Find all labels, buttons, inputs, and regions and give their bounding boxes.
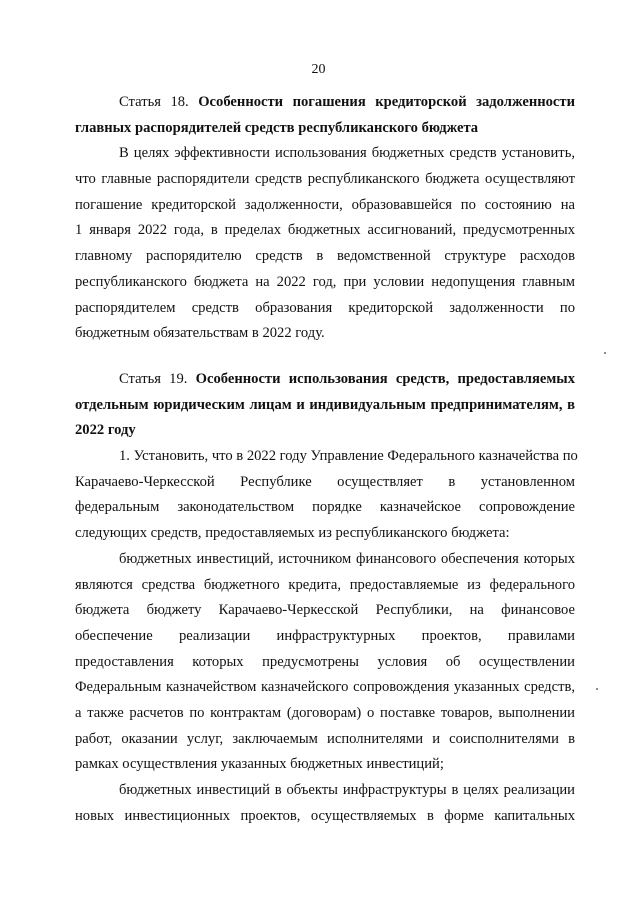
paragraph-line: являются средства бюджетного кредита, предоставляемые из федерального bbox=[75, 576, 575, 593]
paragraph-line: В целях эффективности использования бюджетных средств установить, bbox=[119, 145, 575, 162]
article-18-heading-line2 bbox=[75, 116, 575, 142]
paragraph-line: федеральным законодательством порядке казначейское сопровождение bbox=[75, 499, 575, 516]
paragraph-line: рамках осуществления указанных бюджетных инвестиций; bbox=[75, 756, 444, 773]
article-19-heading-line3 bbox=[75, 418, 575, 444]
article-19-title-part3: 2022 году bbox=[75, 422, 136, 439]
scan-speck bbox=[596, 688, 598, 690]
paragraph-line: Федеральным казначейством казначейского сопровождения указанных средств, bbox=[75, 679, 575, 696]
paragraph-line: бюджетным обязательствам в 2022 году. bbox=[75, 325, 325, 342]
article-19 bbox=[75, 367, 578, 829]
article-19-heading-line2 bbox=[75, 393, 575, 419]
paragraph-line: главному распорядителю средств в ведомственной структуре расходов bbox=[75, 248, 575, 265]
article-19-label: Статья 19. bbox=[119, 371, 188, 387]
paragraph-line: бюджетных инвестиций, источником финансового обеспечения которых bbox=[119, 550, 575, 567]
paragraph-line: республиканского бюджета на 2022 год, при условии недопущения главным bbox=[75, 273, 575, 290]
article-19-title-part2: отдельным юридическим лицам и индивидуальным предпринимателям, в bbox=[75, 396, 575, 413]
paragraph-line: Карачаево-Черкесской Республике осуществляет в установленном bbox=[75, 473, 575, 490]
article-19-title-part1: Особенности использования средств, предоставляемых bbox=[195, 371, 575, 387]
paragraph-line: следующих средств, предоставляемых из республиканского бюджета: bbox=[75, 525, 510, 542]
article-18 bbox=[75, 90, 575, 347]
paragraph-line: погашение кредиторской задолженности, образовавшейся по состоянию на bbox=[75, 196, 575, 213]
paragraph-line: распорядителем средств образования кредиторской задолженности по bbox=[75, 299, 575, 316]
paragraph-line: новых инвестиционных проектов, осуществляемых в форме капитальных bbox=[75, 807, 575, 824]
paragraph-line: 1. Установить, что в 2022 году Управление Федерального казначейства по bbox=[119, 448, 578, 465]
article-18-title-part2: главных распорядителей средств республиканского бюджета bbox=[75, 119, 479, 136]
scan-speck bbox=[604, 352, 606, 354]
paragraph-line: работ, оказании услуг, заключаемым исполнителями и соисполнителями в bbox=[75, 730, 575, 747]
paragraph-line: обеспечение реализации инфраструктурных проектов, правилами bbox=[75, 627, 575, 644]
paragraph-line: бюджетных инвестиций в объекты инфраструктуры в целях реализации bbox=[119, 782, 575, 798]
paragraph-line: бюджета бюджету Карачаево-Черкесской Республики, на финансовое bbox=[75, 602, 575, 619]
paragraph-line: 1 января 2022 года, в пределах бюджетных ассигнований, предусмотренных bbox=[75, 222, 575, 239]
article-18-label: Статья 18. bbox=[119, 94, 189, 110]
article-18-title-part1: Особенности погашения кредиторской задолженности bbox=[198, 94, 575, 110]
paragraph-line: предоставления которых предусмотрены условия об осуществлении bbox=[75, 653, 575, 670]
article-19-heading-line1 bbox=[75, 367, 575, 393]
article-18-heading-line1 bbox=[75, 90, 575, 116]
paragraph-line: что главные распорядители средств республиканского бюджета осуществляют bbox=[75, 171, 575, 188]
page-number: 20 bbox=[311, 62, 326, 77]
paragraph-line: а также расчетов по контрактам (договорам) о поставке товаров, выполнении bbox=[75, 704, 575, 721]
